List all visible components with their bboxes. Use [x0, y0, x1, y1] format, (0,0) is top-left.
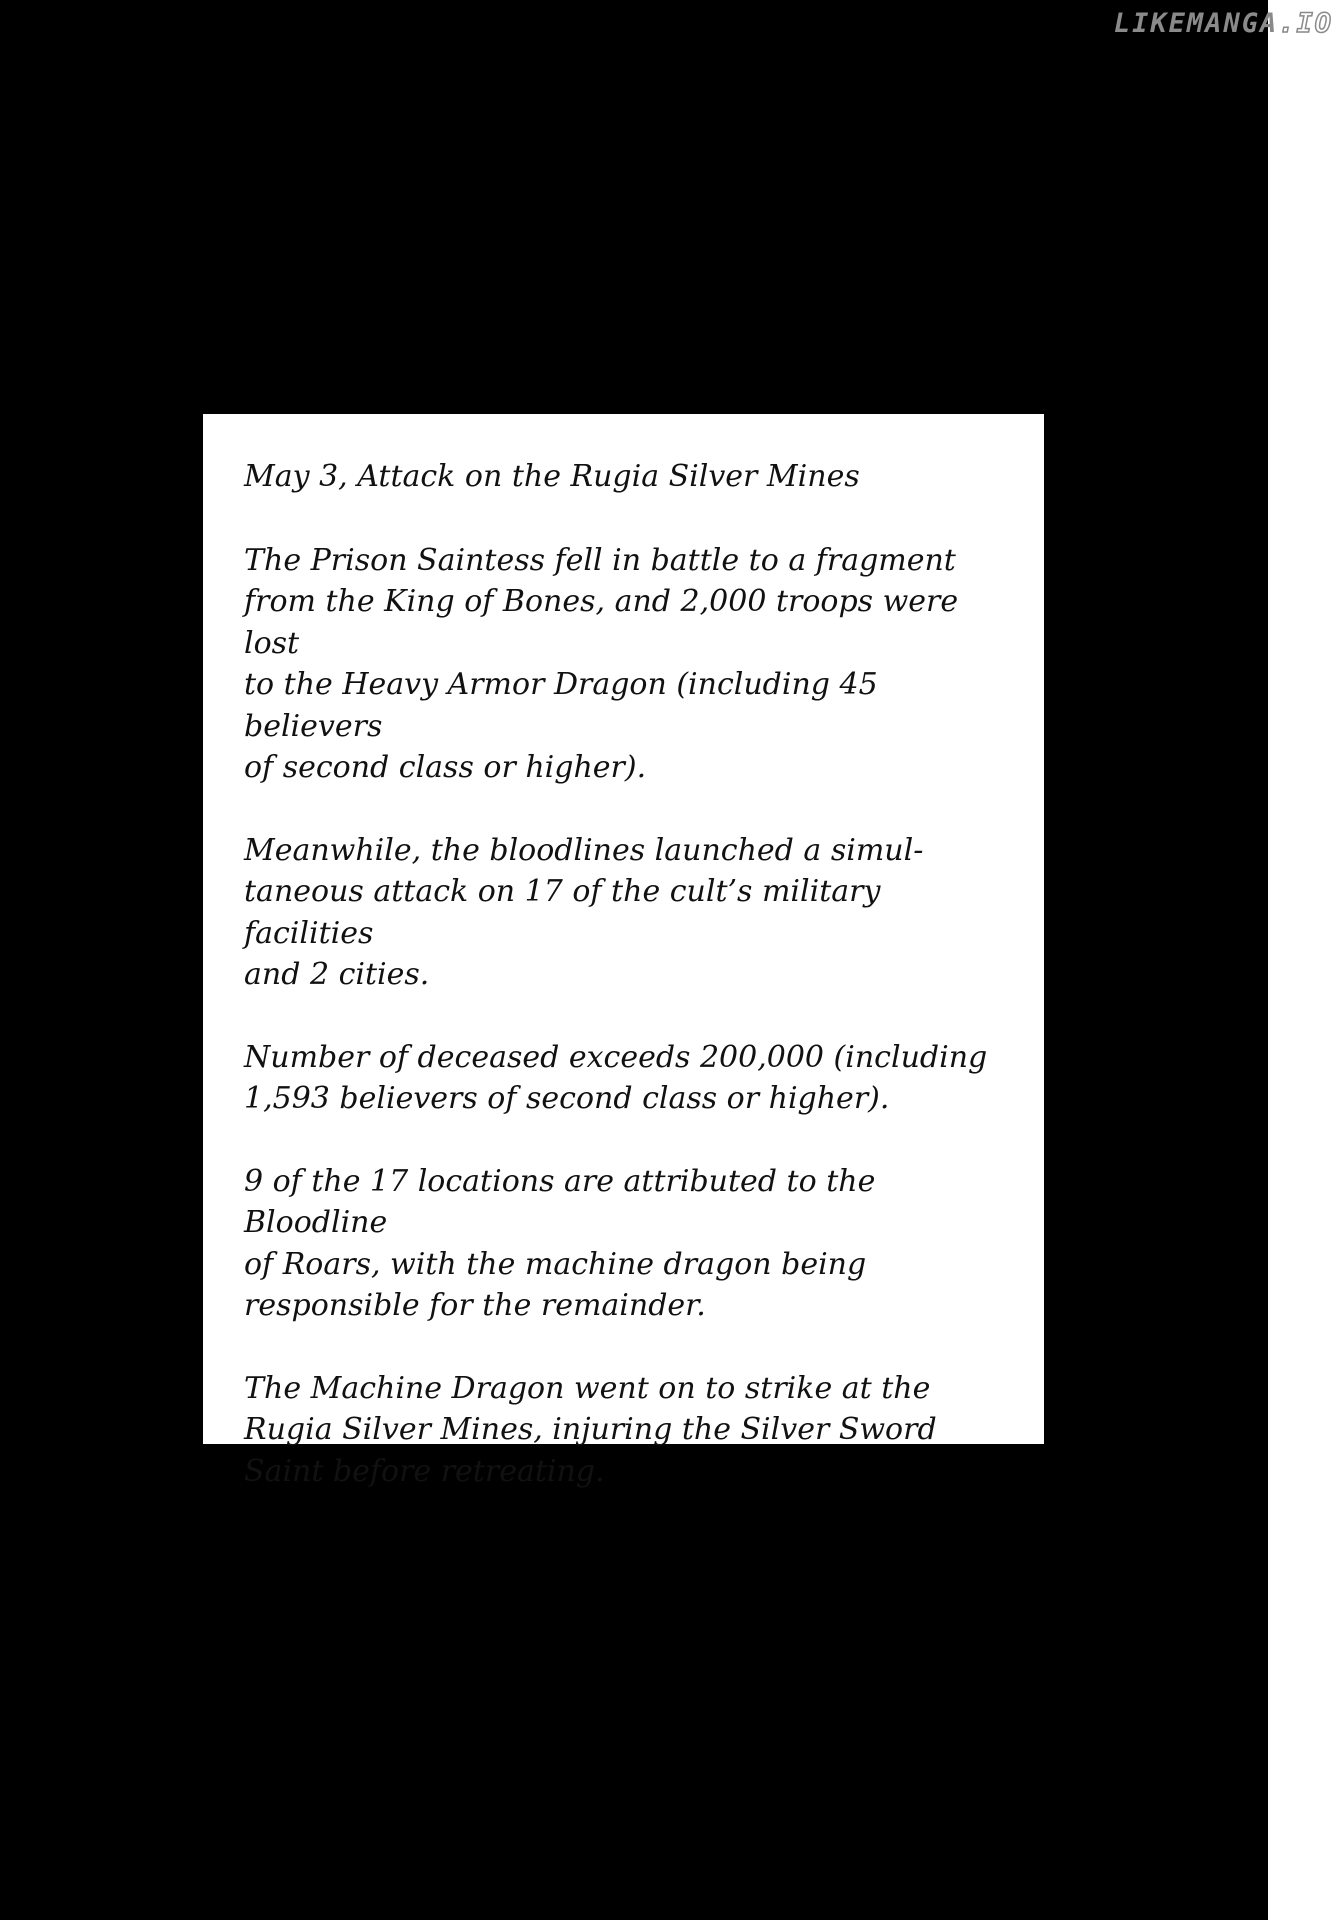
- page-margin: [1268, 0, 1337, 1920]
- narration-paragraph: 9 of the 17 locations are attributed to the Bloodline of Roars, with the machine dragon being responsible for the remainder.: [244, 1163, 876, 1323]
- watermark-domain: .IO: [1278, 8, 1333, 39]
- narration-box: [203, 414, 1044, 1489]
- watermark-site-name: LIKEMANGA: [1113, 8, 1279, 39]
- narration-paragraph: The Prison Saintess fell in battle to a fragment from the King of Bones, and 2,000 troops were lost to the Heavy Armor Dragon (including 45 believers of second class or higher).: [244, 542, 959, 785]
- narration-heading: May 3, Attack on the Rugia Silver Mines: [244, 459, 860, 494]
- narration-paragraph: Number of deceased exceeds 200,000 (including 1,593 believers of second class or higher).: [244, 1039, 988, 1116]
- site-watermark: [1114, 4, 1333, 44]
- narration-paragraph: Meanwhile, the bloodlines launched a simul- taneous attack on 17 of the cult’s military facilities and 2 cities.: [244, 832, 924, 992]
- narration-paragraph: The Machine Dragon went on to strike at the Rugia Silver Mines, injuring the Silver Sword Saint before retreating.: [244, 1370, 937, 1489]
